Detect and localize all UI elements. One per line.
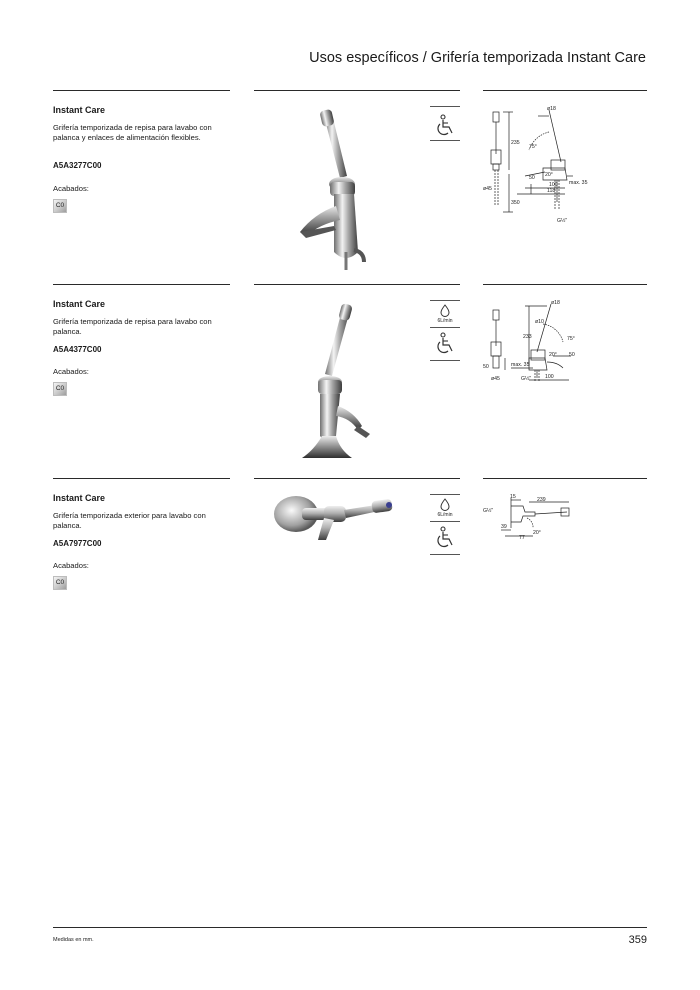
- dim-label: G½": [483, 508, 494, 514]
- wheelchair-accessibility-icon: [430, 526, 460, 550]
- product-section: [0, 90, 700, 280]
- technical-drawing: [483, 102, 647, 232]
- flow-rate-label: 6L/min: [437, 318, 453, 324]
- dim-label: 39: [501, 524, 507, 530]
- product-code: A5A7977C00: [53, 539, 102, 548]
- dim-label: 235: [511, 140, 520, 146]
- dim-label: G½": [557, 218, 568, 224]
- product-photo: [254, 296, 434, 466]
- dim-label: ø18: [547, 106, 556, 112]
- product-code: A5A4377C00: [53, 345, 102, 354]
- finishes-label: Acabados:: [53, 184, 89, 193]
- dim-label: 20°: [545, 172, 553, 178]
- dim-label: 15: [510, 494, 516, 500]
- dim-label: ø45: [483, 186, 492, 192]
- page-title: Usos específicos / Grifería temporizada Instant Care: [309, 50, 646, 66]
- wheelchair-accessibility-icon: [430, 114, 460, 138]
- technical-drawing: [483, 296, 647, 396]
- product-name: Instant Care: [53, 105, 106, 115]
- icon-separator: [430, 360, 460, 361]
- dim-label: 20°: [549, 352, 557, 358]
- finishes-label: Acabados:: [53, 367, 89, 376]
- icon-separator: [430, 494, 460, 495]
- divider: [254, 284, 460, 285]
- icon-separator: [430, 521, 460, 522]
- divider: [254, 90, 460, 91]
- finish-swatch-chrome[interactable]: C0: [53, 576, 67, 590]
- dim-label: ø10: [535, 319, 544, 325]
- page-number: 359: [628, 934, 647, 946]
- icon-separator: [430, 300, 460, 301]
- wheelchair-accessibility-icon: [430, 332, 460, 356]
- dim-label: 350: [511, 200, 520, 206]
- flow-rate-label: 6L/min: [437, 512, 453, 518]
- divider: [483, 478, 647, 479]
- icon-separator: [430, 140, 460, 141]
- dim-label: 75°: [529, 144, 537, 150]
- finishes-label: Acabados:: [53, 561, 89, 570]
- dim-label: 50: [529, 175, 535, 181]
- footer-divider: [53, 927, 647, 928]
- dim-label: 50: [569, 352, 575, 358]
- icon-separator: [430, 554, 460, 555]
- product-section: [0, 284, 700, 474]
- divider: [483, 90, 647, 91]
- icon-separator: [430, 106, 460, 107]
- water-drop-icon: [430, 497, 460, 511]
- dim-label: 75°: [567, 336, 575, 342]
- divider: [483, 284, 647, 285]
- footnote: Medidas en mm.: [53, 937, 94, 943]
- product-section: [0, 478, 700, 668]
- water-drop-icon: [430, 303, 460, 317]
- dim-label: max. 35: [569, 180, 588, 186]
- product-photo: [254, 492, 434, 552]
- product-photo: [254, 102, 434, 270]
- divider: [53, 90, 230, 91]
- dim-label: 100: [549, 182, 558, 188]
- divider: [53, 478, 230, 479]
- finish-swatch-chrome[interactable]: C0: [53, 199, 67, 213]
- divider: [53, 284, 230, 285]
- technical-drawing: [483, 492, 647, 542]
- dim-label: ø45: [491, 376, 500, 382]
- dim-label: 233: [523, 334, 532, 340]
- product-name: Instant Care: [53, 299, 106, 309]
- product-description: Grifería temporizada de repisa para lavabo con palanca.: [53, 317, 212, 336]
- dim-label: 77: [519, 535, 525, 541]
- finish-swatch-chrome[interactable]: C0: [53, 382, 67, 396]
- dim-label: 239: [537, 497, 546, 503]
- dim-label: 118: [547, 188, 556, 194]
- dim-label: 20°: [533, 530, 541, 536]
- dim-label: 50: [483, 364, 489, 370]
- product-name: Instant Care: [53, 493, 106, 503]
- product-description: Grifería temporizada exterior para lavabo con palanca.: [53, 511, 206, 530]
- product-code: A5A3277C00: [53, 161, 102, 170]
- dim-label: max. 35: [511, 362, 530, 368]
- dim-label: ø18: [551, 300, 560, 306]
- dim-label: 100: [545, 374, 554, 380]
- divider: [254, 478, 460, 479]
- icon-separator: [430, 327, 460, 328]
- product-description: Grifería temporizada de repisa para lavabo con palanca y enlaces de alimentación flexibles.: [53, 123, 212, 142]
- dim-label: G½": [521, 376, 532, 382]
